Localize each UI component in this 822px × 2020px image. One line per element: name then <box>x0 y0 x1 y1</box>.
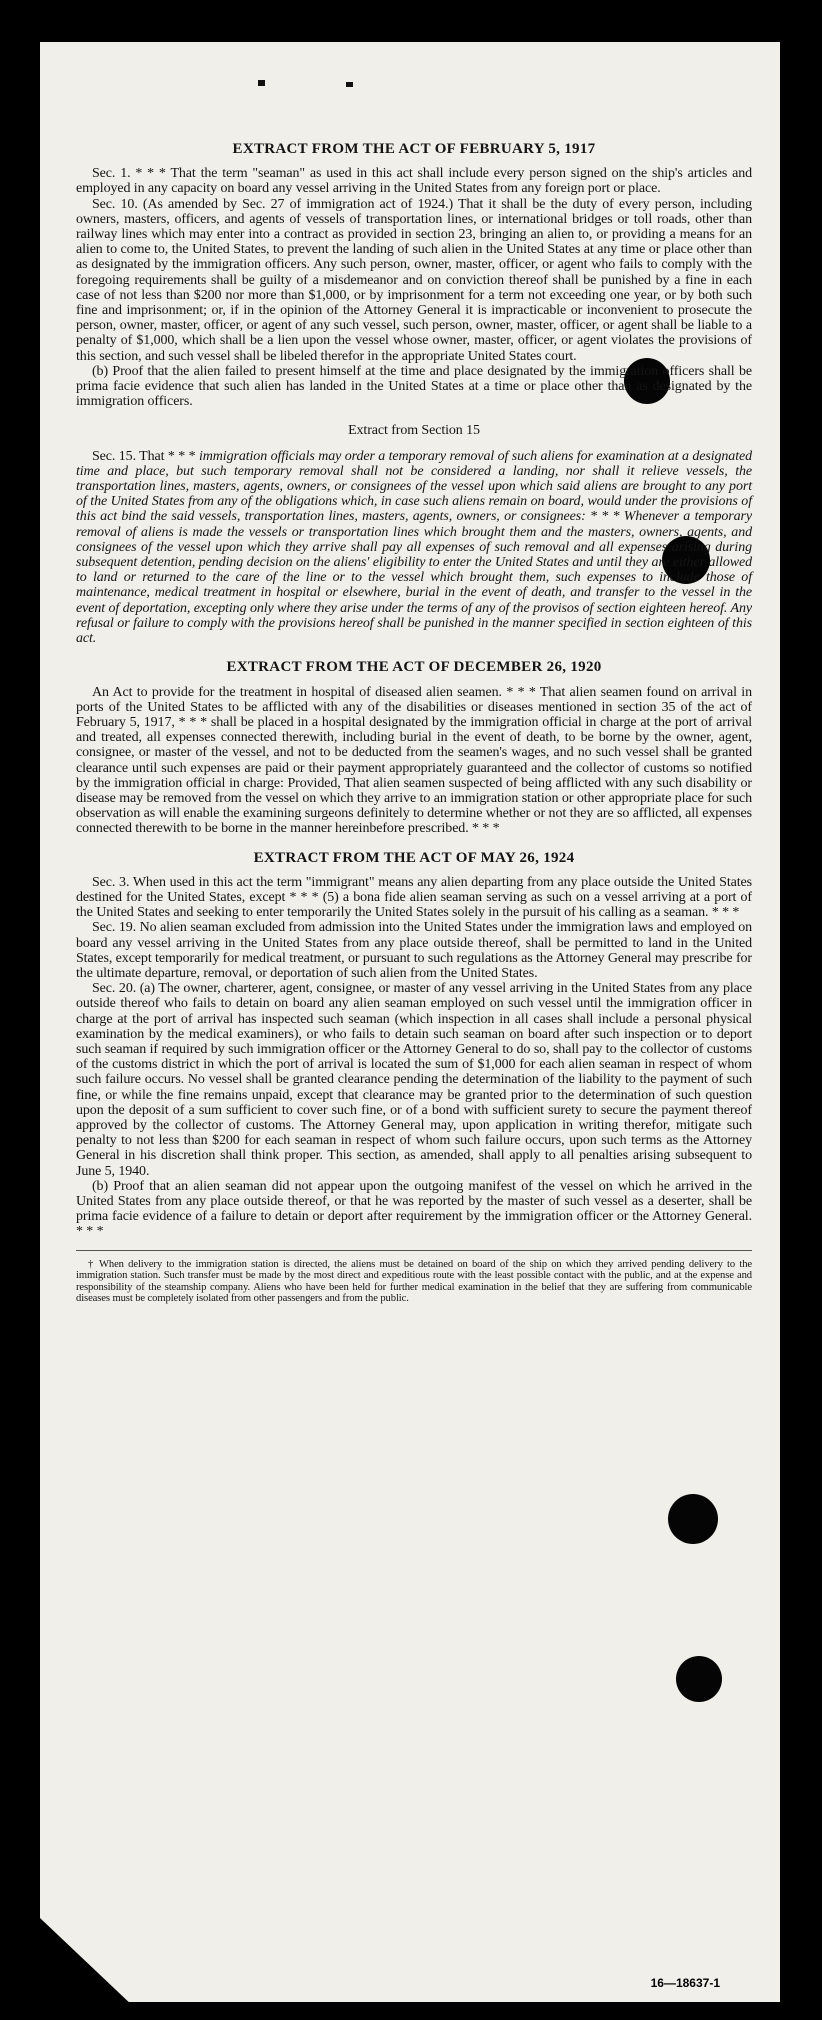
heading-act-1917: EXTRACT FROM THE ACT OF FEBRUARY 5, 1917 <box>232 141 596 157</box>
section-15-body: immigration officials may order a temporary removal of such aliens for examination at a designated time and place, but such temporary removal shall not be considered a landing, nor shall it relieve vessels, the transportation lines, masters, agents, owners, or consignees of the vessel upon which said aliens are brought to any port of the United States from any of the obligations which, in case such aliens remain on board, would under the provisions of this act bind the said vessels, transportation lines, masters, agents, owners, or consignees: * * * Whenever a temporary removal of aliens is made the vessels or transportation lines which brought them and the masters, owners, agents, and consignees of the vessel upon which they arrive shall pay all expenses of such removal and all expenses arising during subsequent detention, pending decision on the aliens' eligibility to enter the United States and until they are either allowed to land or returned to the care of the line or to the vessel which brought them, such expenses to include those of maintenance, medical treatment in hospital or elsewhere, burial in the event of death, and transfer to the vessel in the event of deportation, excepting only where they arise under the terms of any of the provisos of section eighteen hereof. Any refusal or failure to comply with the provisions hereof shall be punished in the manner specified in section eighteen of this act. <box>76 448 753 647</box>
document-page <box>40 42 780 2002</box>
act-1917-sec10b: (b) Proof that the alien failed to present himself at the time and place designated by the immigration officers shall be prima facie evidence that such alien has landed in the United States at a time or place other than as designated by the immigration officers. <box>76 363 752 410</box>
scan-mark <box>346 82 353 87</box>
heading-act-1920: EXTRACT FROM THE ACT OF DECEMBER 26, 1920 <box>226 659 602 676</box>
punch-hole <box>676 1656 722 1702</box>
section-15-lead: Sec. 15. That * * * <box>92 448 196 464</box>
form-code: 16—18637-1 <box>650 1976 720 1990</box>
footnote-text: † When delivery to the immigration station is directed, the aliens must be detained on board of the ship on which they arrived pending delivery to the immigration station. Such transfer must be made by the most direct and expeditious route with the least possible contact with the public, and at the expense and responsibility of the steamship company. Aliens who have been held for further medical examination in the belief that they are suffering from communicable diseases must be completely isolated from other passengers and from the public. <box>76 1258 752 1305</box>
act-1924-sec20a: Sec. 20. (a) The owner, charterer, agent, consignee, or master of any vessel arriving in the United States from any place outside thereof who fails to detain on board any alien seaman employed on such vessel until the immigration officer in charge at the port of arrival has inspected such seaman (which inspection in all cases shall include a personal physical examination by the medical examiners), or who fails to detain such seaman on board after such inspection or to deport such seaman if required by such immigration officer or the Attorney General to do so, shall pay to the collector of customs of the customs district in which the port of arrival is located the sum of $1,000 for each alien seaman in respect of whom such failure occurs. No vessel shall be granted clearance pending the determination of the liability to the payment of such fine, or while the fine remains unpaid, except that clearance may be granted prior to the determination of such question upon the deposit of a sum sufficient to cover such fine, or of a bond with sufficient surety to secure the payment thereof approved by the collector of customs. The Attorney General may, upon application in writing therefor, mitigate such penalty to not less than $200 for each seaman in respect of whom such failure occurs, upon such terms as the Attorney General in his discretion shall think proper. This section, as amended, shall apply to all penalties arising subsequent to June 5, 1940. <box>76 981 752 1179</box>
act-1920-body: An Act to provide for the treatment in hospital of diseased alien seamen. * * * That alien seamen found on arrival in ports of the United States to be afflicted with any of the disabilities or diseases mentioned in section 35 of the act of February 5, 1917, * * * shall be placed in a hospital designated by the immigration official in charge at the port of arrival and treated, all expenses connected therewith, including burial in the event of death, to be borne by the owner, agent, consignee, or master of the vessel, and not to be deducted from the seamen's wages, and no such vessel shall be granted clearance until such expenses are paid or their payment appropriately guaranteed and the collector of customs so notified by the immigration official in charge: Provided, That alien seamen suspected of being afflicted with any such disability or disease may be removed from the vessel on which they arrive to an immigration station or other appropriate place for such observation as will enable the examining surgeons definitely to determine whether or not they are so afflicted, all expenses connected therewith to be borne in the manner hereinbefore prescribed. * * * <box>76 684 752 837</box>
document-body <box>76 142 752 1305</box>
scan-mark <box>258 80 265 86</box>
section-15-text <box>76 449 752 647</box>
torn-corner <box>40 1918 135 2008</box>
act-1924-sec19: Sec. 19. No alien seaman excluded from admission into the United States under the immigration laws and employed on board any vessel arriving in the United States from any place outside thereof, shall be permitted to land in the United States, except temporarily for medical treatment, or pursuant to such regulations as the Attorney General may prescribe for the ultimate departure, removal, or deportation of such alien from the United States. <box>76 920 752 981</box>
punch-hole <box>668 1494 718 1544</box>
act-1917-sec1: Sec. 1. * * * That the term "seaman" as used in this act shall include every person signed on the ship's articles and employed in any capacity on board any vessel arriving in the United States from any foreign port or place. <box>76 166 752 197</box>
footnote <box>76 1250 752 1305</box>
act-1924-sec3: Sec. 3. When used in this act the term "immigrant" means any alien departing from any place outside the United States destined for the United States, except * * * (5) a bona fide alien seaman serving as such on a vessel arriving at a port of the United States and seeking to enter temporarily the United States solely in the pursuit of his calling as a seaman. * * * <box>76 874 752 921</box>
heading-section-15: Extract from Section 15 <box>348 423 480 439</box>
act-1924-sec20b: (b) Proof that an alien seaman did not appear upon the outgoing manifest of the vessel on which he arrived in the United States from any place outside thereof, or that he was reported by the master of such vessel as a deserter, shall be prima facie evidence of a failure to detain or deport after requirement by the immigration officer or the Attorney General. * * * <box>76 1178 752 1240</box>
heading-act-1924: EXTRACT FROM THE ACT OF MAY 26, 1924 <box>253 849 575 866</box>
act-1917-sec10: Sec. 10. (As amended by Sec. 27 of immigration act of 1924.) That it shall be the duty of every person, including owners, masters, officers, and agents of vessels of transportation lines, or international bridges or toll roads, other than railway lines which may enter into a contract as provided in section 23, bringing an alien to, or providing a means for an alien to come to, the United States, to prevent the landing of such alien in the United States at any time or place other than as designated by the immigration officers. Any such person, owner, master, officer, or agent who fails to comply with the foregoing requirements shall be guilty of a misdemeanor and on conviction thereof shall be punished by a fine in each case of not less than $200 nor more than $1,000, or by imprisonment for a term not exceeding one year, or by both such fine and imprisonment; or, if in the opinion of the Attorney General it is impracticable or inconvenient to prosecute the person, owner, master, officer, or agent of any such vessel, such person, owner, master, officer, or agent shall be liable to a penalty of $1,000, which shall be a lien upon the vessel whose owner, master, officer, or agent violates the provisions of this section, and such vessel shall be libeled therefor in the appropriate United States court. <box>76 196 752 364</box>
